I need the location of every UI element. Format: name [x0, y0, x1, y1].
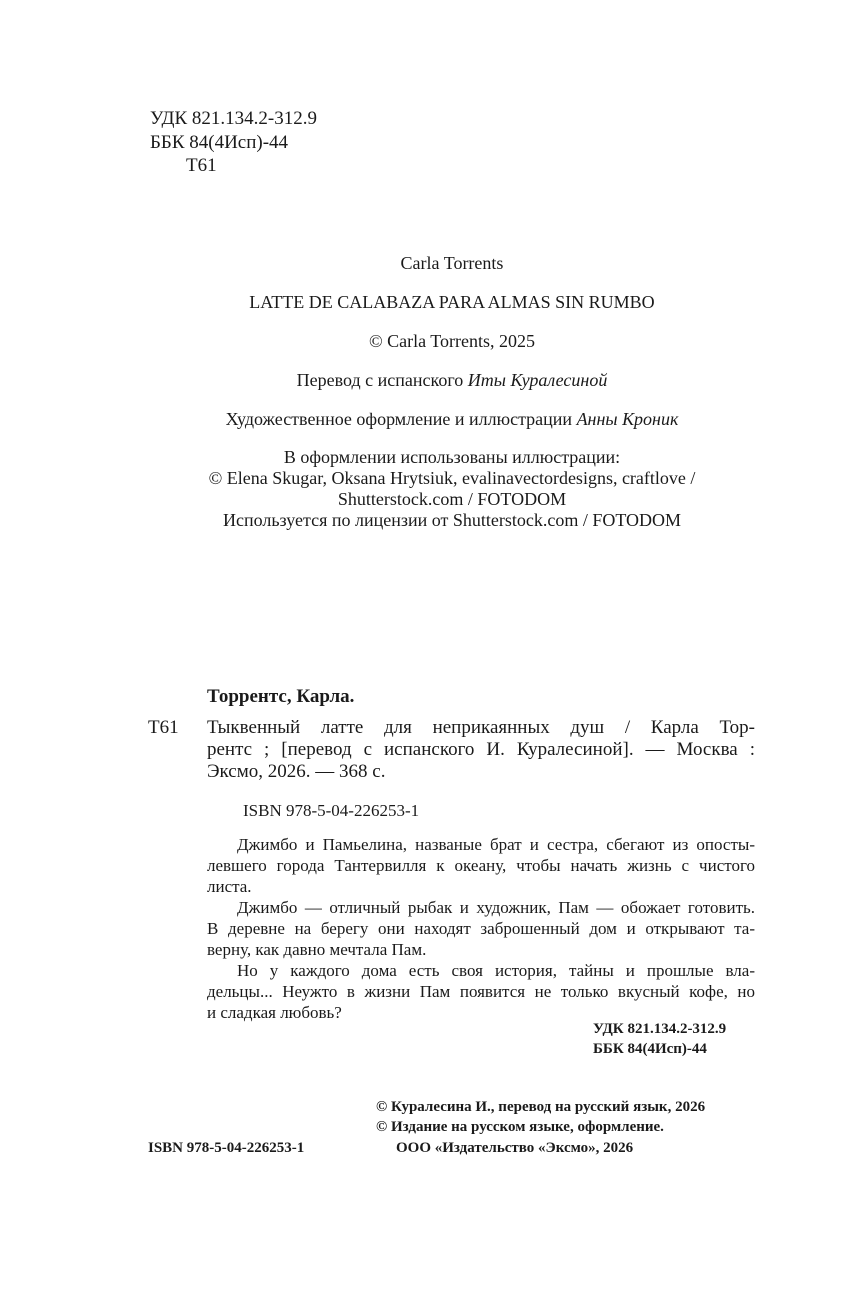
- original-title: LATTE DE CALABAZA PARA ALMAS SIN RUMBO: [249, 292, 655, 312]
- annotation-line: В деревне на берегу они находят заброшенный дом и открывают та-: [207, 919, 755, 938]
- catalog-mark: Т61: [148, 717, 179, 738]
- bbk-code: ББК 84(4Исп)-44: [150, 132, 289, 153]
- catalog-isbn: ISBN 978-5-04-226253-1: [243, 801, 420, 820]
- catalog-desc-line: Тыквенный латте для неприкаянных душ / Карла Тор-: [207, 717, 755, 738]
- original-author: Carla Torrents: [400, 253, 504, 273]
- illustrations-credit: [150, 447, 754, 531]
- annotation: [207, 834, 755, 1023]
- original-copyright: © Carla Torrents, 2025: [368, 331, 536, 351]
- annotation-line: левшего города Тантервилля к океану, чтобы начать жизнь с чистого: [207, 856, 755, 875]
- translation-credit: [150, 370, 754, 391]
- copyright-publisher: ООО «Издательство «Эксмо», 2026: [396, 1140, 634, 1156]
- annotation-line: листа.: [207, 877, 252, 896]
- udk-code: УДК 821.134.2-312.9: [150, 108, 317, 129]
- catalog-description: [207, 717, 755, 783]
- copyright-translation: © Куралесина И., перевод на русский язык, 2026: [376, 1099, 706, 1115]
- annotation-line: дельцы... Неужто в жизни Пам появится не только вкусный кофе, но: [207, 982, 755, 1001]
- footer-udk-code: УДК 821.134.2-312.9: [593, 1021, 727, 1037]
- annotation-line: и сладкая любовь?: [207, 1003, 342, 1022]
- translator-name: Иты Куралесиной: [467, 370, 608, 390]
- annotation-line: Джимбо — отличный рыбак и художник, Пам — обожает готовить.: [237, 898, 755, 917]
- catalog-heading: Торрентс, Карла.: [207, 686, 355, 707]
- illustrations-line: В оформлении использованы иллюстрации:: [283, 447, 621, 467]
- author-mark: Т61: [186, 155, 217, 176]
- footer-isbn: ISBN 978-5-04-226253-1: [148, 1140, 305, 1156]
- annotation-line: Но у каждого дома есть своя история, тайны и прошлые вла-: [237, 961, 755, 980]
- annotation-line: Джимбо и Памьелина, названые брат и сестра, сбегают из опосты-: [237, 835, 755, 854]
- catalog-desc-line: рентс ; [перевод с испанского И. Куралесиной]. — Москва :: [207, 739, 755, 760]
- catalog-desc-line: Эксмо, 2026. — 368 с.: [207, 761, 386, 782]
- footer-bbk-code: ББК 84(4Исп)-44: [593, 1041, 707, 1057]
- artist-name: Анны Кроник: [576, 409, 679, 429]
- illustrations-line: © Elena Skugar, Oksana Hrytsiuk, evalinavectordesigns, craftlove /: [208, 468, 696, 488]
- annotation-line: верну, как давно мечтала Пам.: [207, 940, 427, 959]
- art-prefix: Художественное оформление и иллюстрации: [225, 409, 577, 429]
- art-credit: [150, 409, 754, 430]
- translation-prefix: Перевод с испанского: [296, 370, 468, 390]
- illustrations-line: Используется по лицензии от Shutterstock.com / FOTODOM: [222, 510, 682, 530]
- copyright-edition: © Издание на русском языке, оформление.: [376, 1119, 664, 1135]
- illustrations-line: Shutterstock.com / FOTODOM: [337, 489, 567, 509]
